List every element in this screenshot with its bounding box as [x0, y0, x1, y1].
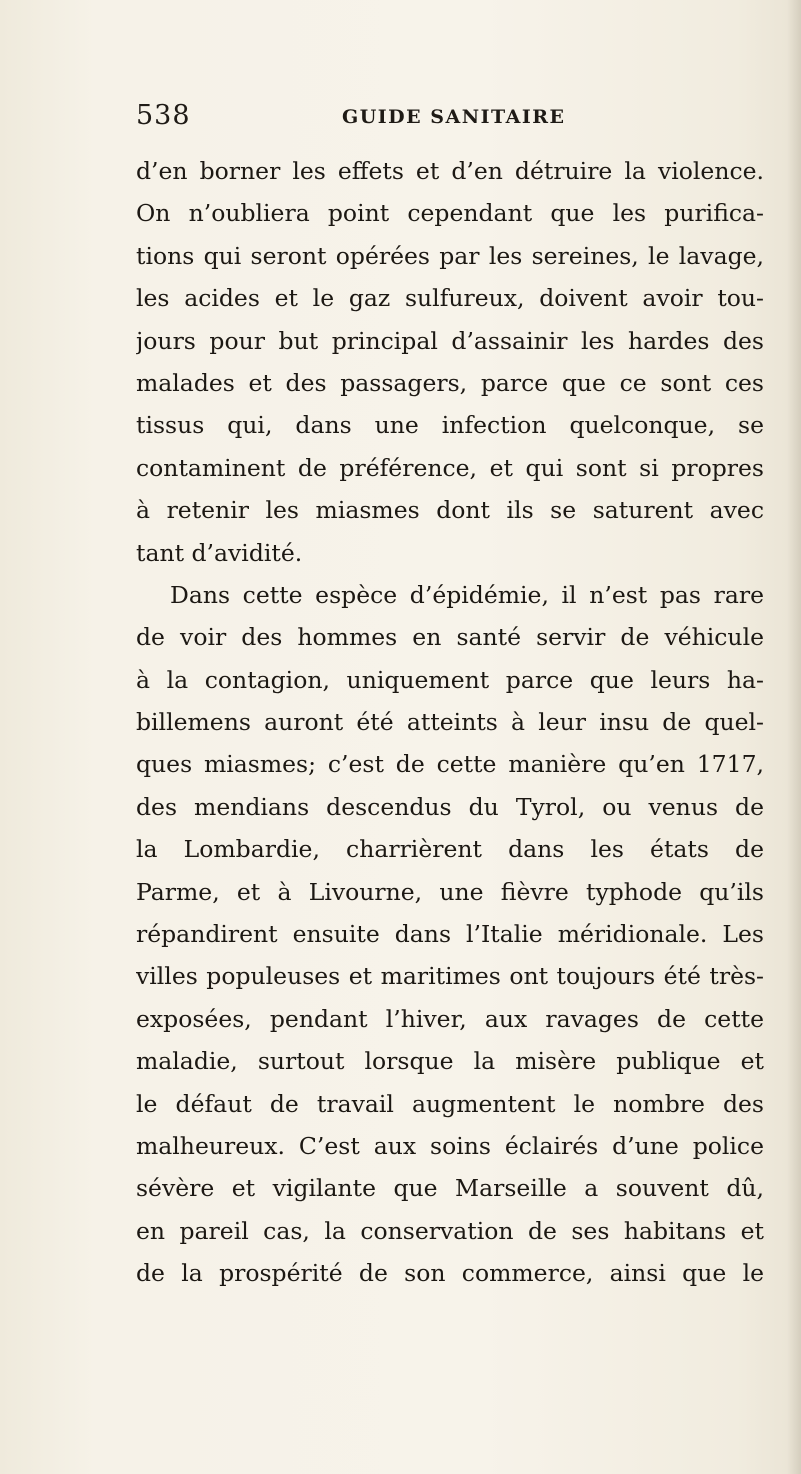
text-line: en pareil cas, la conservation de ses habitans et [136, 1216, 764, 1245]
text-line: malades et des passagers, parce que ce sont ces [136, 368, 764, 397]
running-head [136, 100, 756, 140]
text-line: la Lombardie, charrièrent dans les états de [136, 835, 764, 864]
page-number: 538 [136, 100, 191, 131]
text-line: de la prospérité de son commerce, ainsi que le [136, 1259, 764, 1288]
text-line: contaminent de préférence, et qui sont si propres [136, 453, 764, 482]
text-line: maladie, surtout lorsque la misère publique et [136, 1047, 764, 1076]
text-line: billemens auront été atteints à leur insu de quel- [136, 708, 764, 737]
text-line: d’en borner les effets et d’en détruire la violence. [136, 157, 764, 185]
paragraph-end-line: tant d’avidité. [136, 538, 303, 567]
text-line: On n’oubliera point cependant que les purifica- [136, 199, 764, 228]
text-line: malheureux. C’est aux soins éclairés d’une police [136, 1131, 764, 1160]
text-line: tions qui seront opérées par les sereines, le lavage, [136, 241, 764, 270]
text-line: à la contagion, uniquement parce que leurs ha- [136, 665, 764, 694]
text-line: ques miasmes; c’est de cette manière qu’en 1717, [136, 750, 764, 779]
text-line: Parme, et à Livourne, une fièvre typhode qu’ils [136, 877, 764, 906]
text-line: villes populeuses et maritimes ont toujours été très- [136, 962, 764, 991]
paragraph-start-line: Dans cette espèce d’épidémie, il n’est pas rare [170, 580, 764, 609]
text-line: sévère et vigilante que Marseille a souvent dû, [136, 1174, 764, 1203]
text-line: jours pour but principal d’assainir les hardes des [136, 326, 764, 355]
text-line: tissus qui, dans une infection quelconque, se [136, 411, 764, 440]
text-line: le défaut de travail augmentent le nombre des [136, 1089, 764, 1118]
text-line: de voir des hommes en santé servir de véhicule [136, 623, 764, 652]
running-title: GUIDE SANITAIRE [342, 106, 566, 128]
text-line: répandirent ensuite dans l’Italie méridionale. Les [136, 920, 764, 949]
text-line: à retenir les miasmes dont ils se saturent avec [136, 496, 764, 525]
text-line: les acides et le gaz sulfureux, doivent avoir tou- [136, 284, 764, 313]
text-line: des mendians descendus du Tyrol, ou venus de [136, 792, 764, 821]
text-line: exposées, pendant l’hiver, aux ravages de cette [136, 1004, 764, 1033]
body-text [136, 150, 764, 1295]
page-edge-shadow [787, 0, 801, 1474]
